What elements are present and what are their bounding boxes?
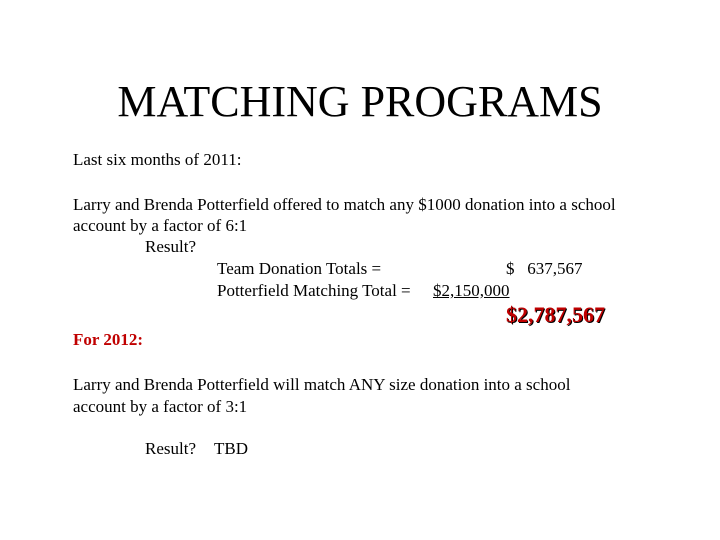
description-2012-line2: account by a factor of 3:1 [73, 397, 248, 416]
result-value-2012: TBD [214, 439, 248, 458]
description-2011-line1: Larry and Brenda Potterfield offered to match any $1000 donation into a school [73, 195, 616, 214]
heading-2012: For 2012: [73, 330, 144, 349]
description-2011-line2: account by a factor of 6:1 [73, 216, 248, 235]
matching-total-label: Potterfield Matching Total = [217, 281, 411, 300]
description-2012-line1: Larry and Brenda Potterfield will match ANY size donation into a school [73, 375, 571, 394]
heading-2011: Last six months of 2011: [73, 150, 242, 169]
result-label-2012: Result? [145, 439, 196, 458]
result-label-2011: Result? [145, 237, 196, 256]
team-donation-label: Team Donation Totals = [217, 259, 382, 278]
page-title: MATCHING PROGRAMS [117, 77, 603, 126]
grand-total-value: $2,787,567 [506, 302, 605, 327]
team-donation-value: $ 637,567 [506, 259, 583, 278]
matching-total-value: $2,150,000 [433, 281, 510, 300]
